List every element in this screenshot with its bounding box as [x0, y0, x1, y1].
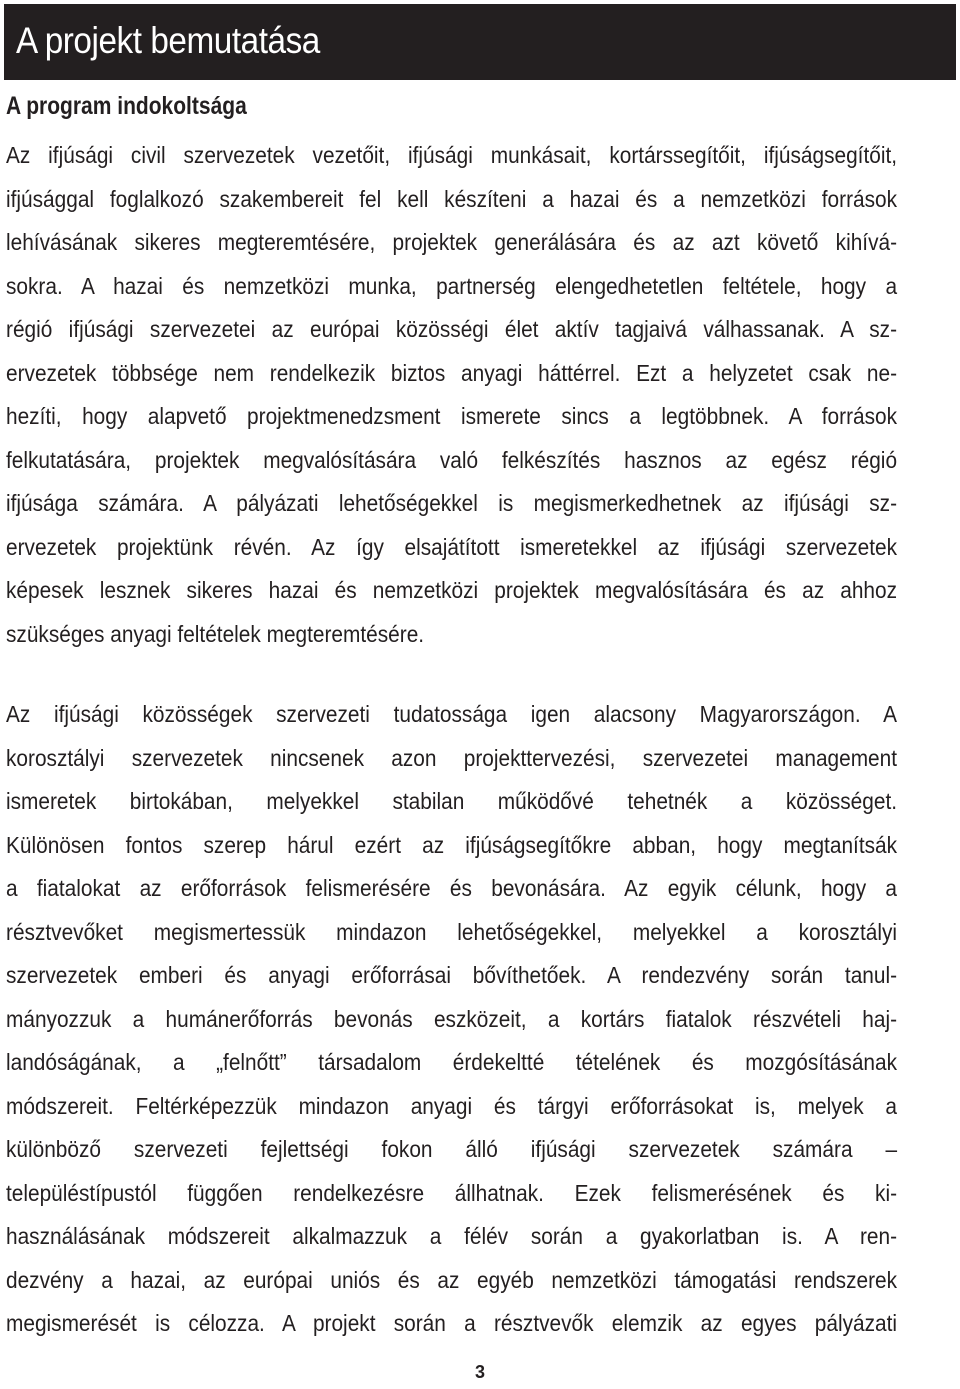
text-line: ifjúsága számára. A pályázati lehetőségekkel is megismerkedhetnek az ifjúsági sz-: [6, 490, 898, 516]
paragraph-1: [6, 134, 896, 656]
text-line: megismerését is célozza. A projekt során a résztvevők elemzik az egyes pályázati: [6, 1310, 898, 1336]
page-title: A projekt bemutatása: [16, 20, 320, 61]
text-line: résztvevőket megismertessük mindazon lehetőségekkel, melyekkel a korosztályi: [6, 918, 898, 945]
text-line: felkutatására, projektek megvalósítására való felkészítés hasznos az egész régió: [6, 446, 898, 473]
text-line: sokra. A hazai és nemzetközi munka, partnerség elengedhetetlen feltétele, hogy a: [6, 272, 898, 299]
text-line: hezíti, hogy alapvető projektmenedzsment ismerete sincs a legtöbbnek. A források: [6, 403, 898, 429]
text-line: szükséges anyagi feltételek megteremtésére.: [6, 620, 425, 647]
title-banner: [4, 4, 956, 80]
text-line: ervezetek projektünk révén. Az így elsajátított ismeretekkel az ifjúsági szervezetek: [6, 533, 898, 560]
text-line: településtípustól függően rendelkezésre állhatnak. Ezek felismerésének és ki-: [6, 1179, 898, 1206]
text-line: régió ifjúsági szervezetei az európai közösségi élet aktív tagjaivá válhassanak. A sz-: [6, 316, 898, 342]
text-line: landóságának, a „felnőtt” társadalom érdekeltté tételének és mozgósításának: [6, 1049, 898, 1075]
text-line: képesek lesznek sikeres hazai és nemzetközi projektek megvalósítására és az ahhoz: [6, 577, 898, 603]
text-line: ifjúsággal foglalkozó szakembereit fel kell készíteni a hazai és a nemzetközi források: [6, 185, 898, 212]
text-line: ismeretek birtokában, melyekkel stabilan működővé tehetnék a közösséget.: [6, 788, 898, 814]
text-line: szervezetek emberi és anyagi erőforrásai bővíthetőek. A rendezvény során tanul-: [6, 962, 898, 988]
text-line: mányozzuk a humánerőforrás bevonás eszközeit, a kortárs fiatalok részvételi haj-: [6, 1005, 898, 1032]
text-line: különböző szervezeti fejlettségi fokon álló ifjúsági szervezetek számára –: [6, 1136, 898, 1162]
text-line: módszereit. Feltérképezzük mindazon anyagi és tárgyi erőforrásokat is, melyek a: [6, 1092, 898, 1119]
paragraph-2: [6, 693, 896, 1346]
text-line: használásának módszereit alkalmazzuk a félév során a gyakorlatban is. A ren-: [6, 1223, 898, 1249]
text-line: ervezetek többsége nem rendelkezik biztos anyagi háttérrel. Ezt a helyzetet csak ne-: [6, 359, 898, 386]
text-line: Az ifjúsági közösségek szervezeti tudatossága igen alacsony Magyarországon. A: [6, 701, 898, 727]
page-number: 3: [474, 1362, 485, 1382]
text-line: dezvény a hazai, az európai uniós és az egyéb nemzetközi támogatási rendszerek: [6, 1266, 898, 1293]
section-heading: A program indokoltsága: [6, 92, 247, 120]
text-line: Az ifjúsági civil szervezetek vezetőit, ifjúsági munkásait, kortárssegítőit, ifjúságsegítőit,: [6, 142, 898, 168]
text-line: korosztályi szervezetek nincsenek azon projekttervezési, szervezetei management: [6, 744, 898, 771]
text-line: lehívásának sikeres megteremtésére, projektek generálására és az azt követő kihívá-: [6, 229, 898, 255]
text-line: Különösen fontos szerep hárul ezért az ifjúságsegítőkre abban, hogy megtanítsák: [6, 831, 898, 858]
text-line: a fiatalokat az erőforrások felismerésére és bevonására. Az egyik célunk, hogy a: [6, 875, 898, 901]
